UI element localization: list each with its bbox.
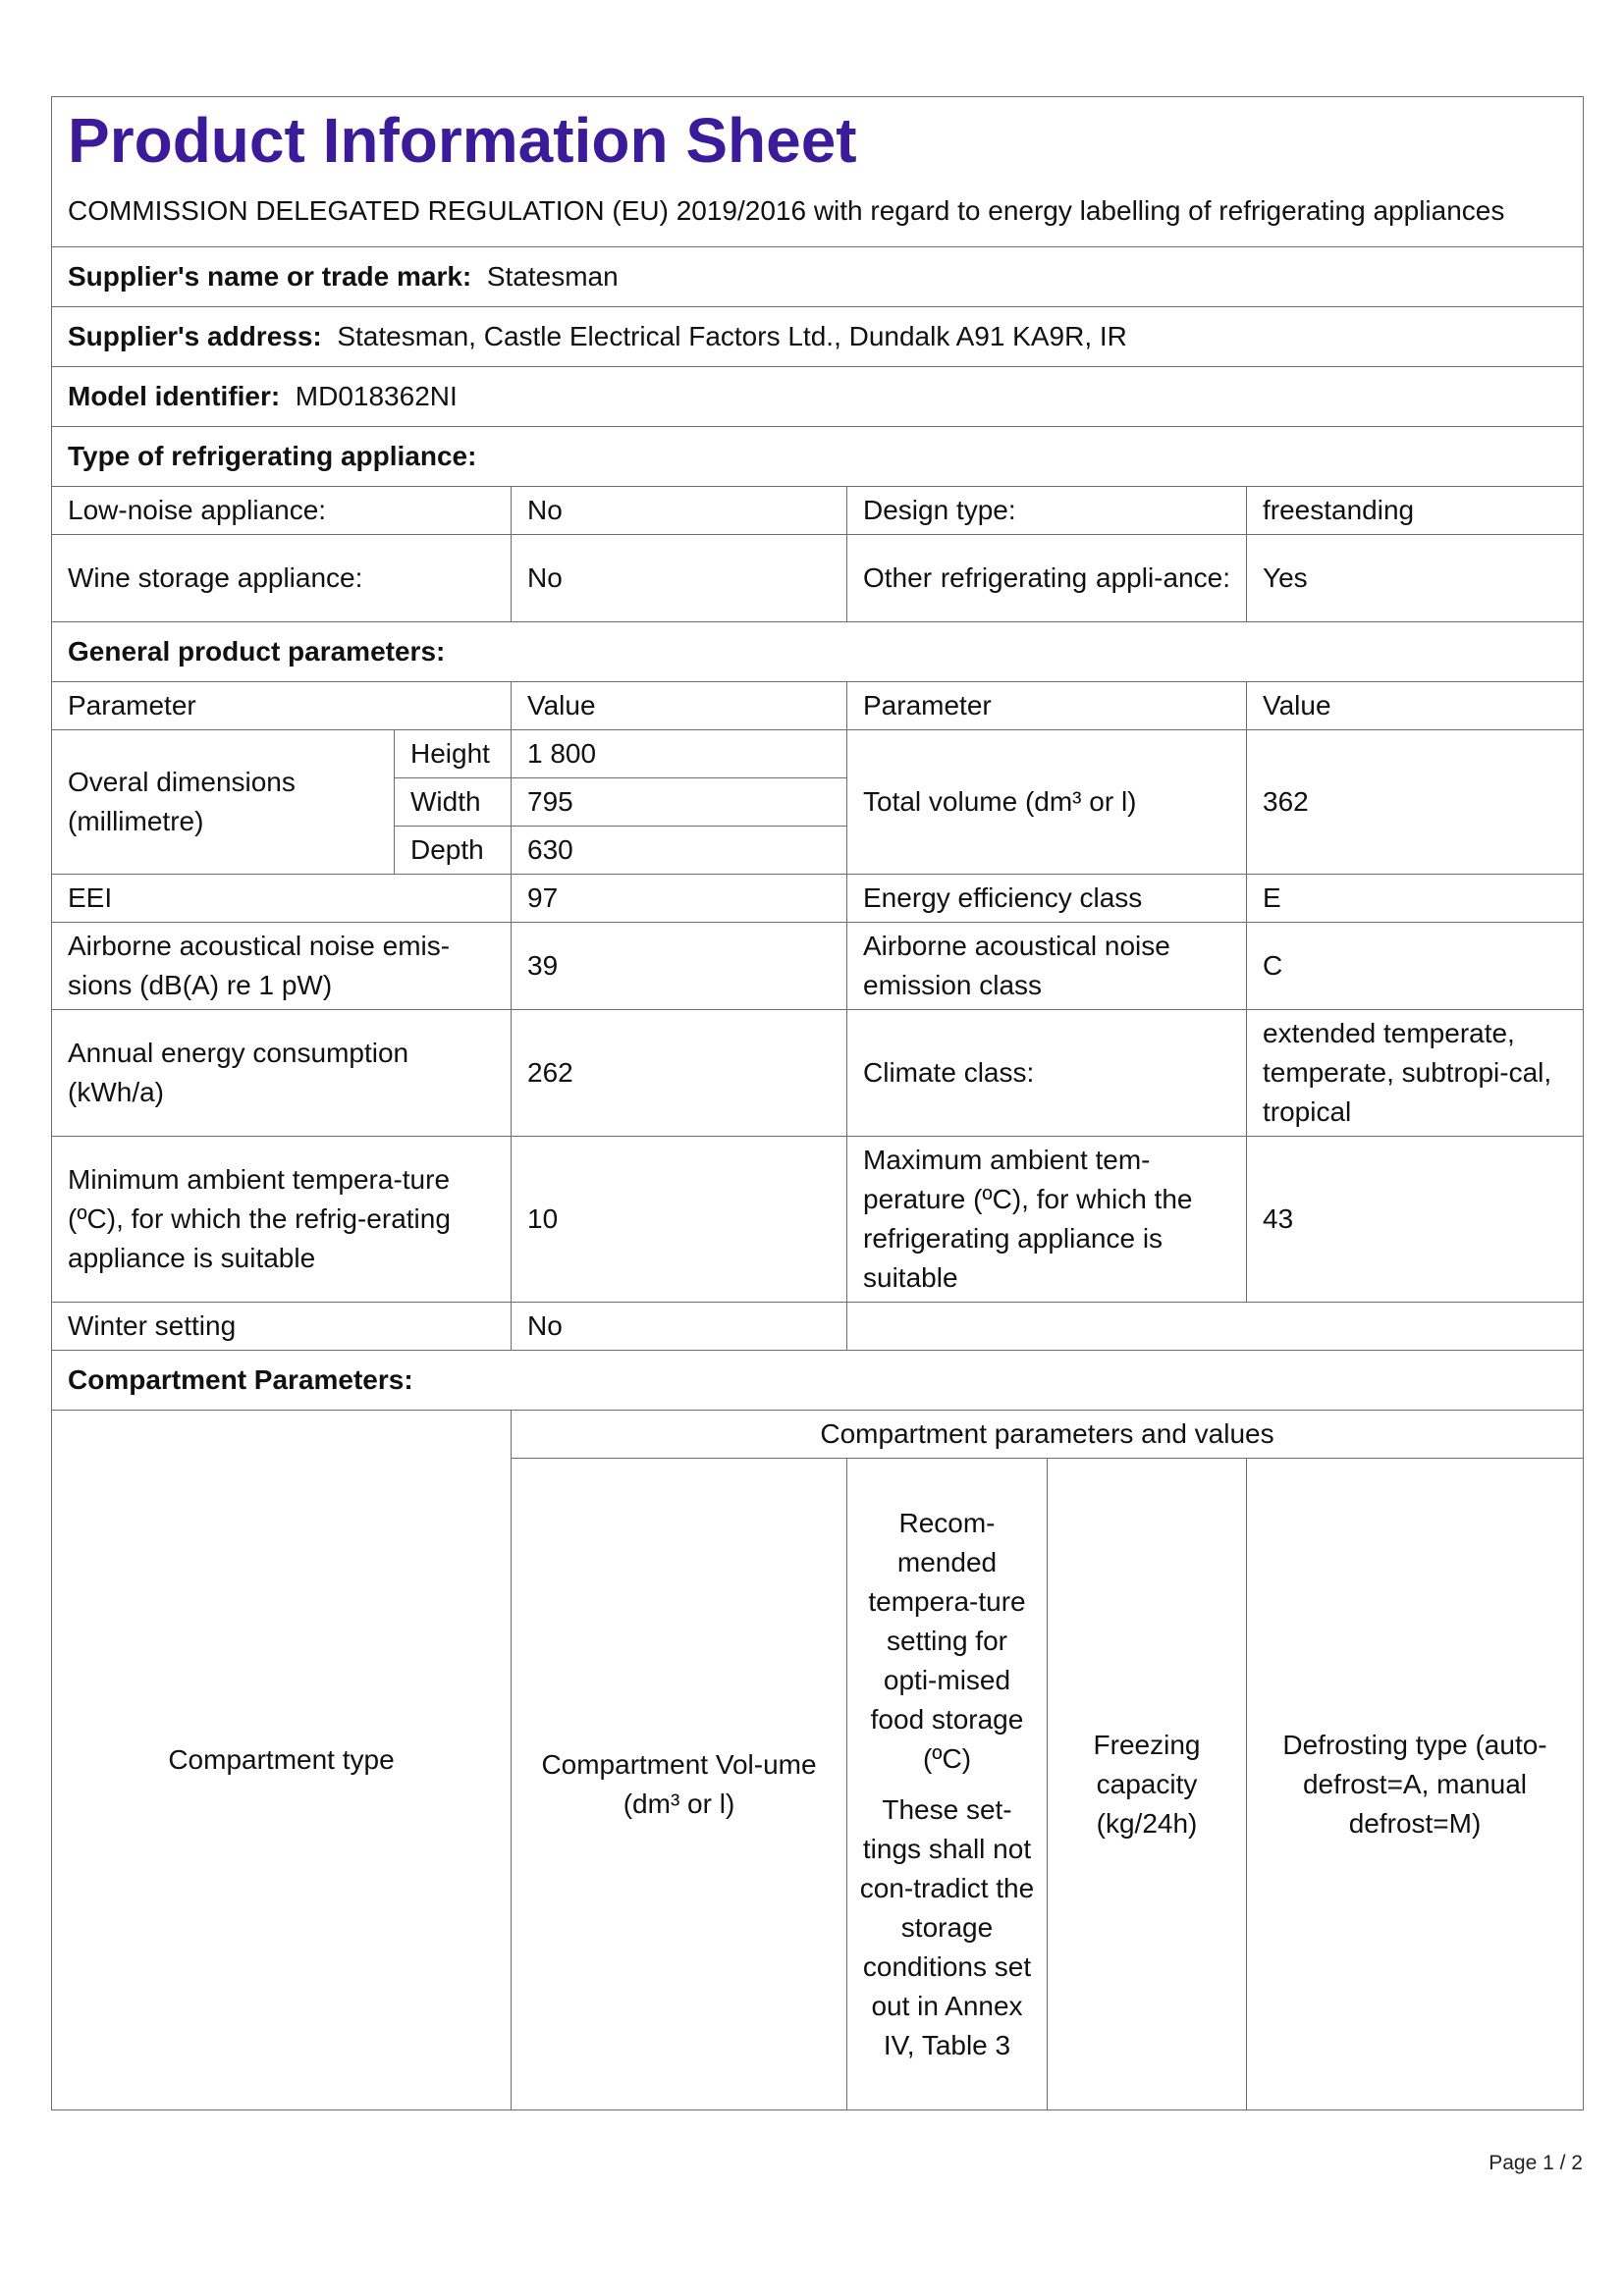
- total-volume-label: Total volume (dm³ or l): [847, 730, 1247, 875]
- supplier-name-row: [52, 247, 1584, 307]
- total-volume-value: 362: [1247, 730, 1584, 875]
- header-cell: [52, 97, 1584, 247]
- annual-energy-label: Annual energy consumption (kWh/a): [52, 1010, 512, 1137]
- product-information-table: [51, 96, 1584, 2110]
- compartment-volume-header: Compartment Vol-ume (dm³ or l): [512, 1459, 847, 2110]
- supplier-address-value: Statesman, Castle Electrical Factors Ltd., Dundalk A91 KA9R, IR: [337, 321, 1127, 351]
- height-value: 1 800: [512, 730, 847, 778]
- column-header-value-2: Value: [1247, 682, 1584, 730]
- design-type-value: freestanding: [1247, 487, 1584, 535]
- noise-class-label: Airborne acoustical noise emission class: [847, 923, 1247, 1010]
- appliance-type-heading: Type of refrigerating appliance:: [52, 427, 1584, 487]
- column-header-parameter: Parameter: [52, 682, 512, 730]
- low-noise-label: Low-noise appliance:: [52, 487, 512, 535]
- defrosting-type-header: Defrosting type (auto-defrost=A, manual defrost=M): [1247, 1459, 1584, 2110]
- supplier-name-value: Statesman: [486, 261, 619, 292]
- model-identifier-label: Model identifier:: [68, 381, 281, 411]
- annual-energy-value: 262: [512, 1010, 847, 1137]
- column-header-parameter-2: Parameter: [847, 682, 1247, 730]
- compartment-values-group-header: Compartment parameters and values: [512, 1411, 1584, 1459]
- dimensions-label: Overal dimensions (millimetre): [52, 730, 395, 875]
- recommended-temperature-header: [847, 1459, 1048, 2110]
- model-identifier-value: MD018362NI: [295, 381, 458, 411]
- noise-emissions-label: Airborne acoustical noise emis-sions (dB(A) re 1 pW): [52, 923, 512, 1010]
- other-appliance-label: Other refrigerating appli-ance:: [847, 535, 1247, 622]
- regulation-text: COMMISSION DELEGATED REGULATION (EU) 2019/2016 with regard to energy labelling of refrigerating appliances: [68, 195, 1505, 226]
- min-temp-value: 10: [512, 1137, 847, 1303]
- depth-value: 630: [512, 827, 847, 875]
- noise-class-value: C: [1247, 923, 1584, 1010]
- min-temp-label: Minimum ambient tempera-ture (ºC), for which the refrig-erating appliance is suitable: [52, 1137, 512, 1303]
- freezing-capacity-header: Freezing capacity (kg/24h): [1048, 1459, 1247, 2110]
- depth-label: Depth: [395, 827, 512, 875]
- energy-class-label: Energy efficiency class: [847, 875, 1247, 923]
- supplier-address-row: [52, 307, 1584, 367]
- page-title: Product Information Sheet: [68, 105, 857, 176]
- noise-emissions-value: 39: [512, 923, 847, 1010]
- design-type-label: Design type:: [847, 487, 1247, 535]
- general-parameters-heading: General product parameters:: [52, 622, 1584, 682]
- compartment-type-header: Compartment type: [52, 1411, 512, 2110]
- wine-storage-label: Wine storage appliance:: [52, 535, 512, 622]
- winter-setting-value: No: [512, 1303, 847, 1351]
- max-temp-label: Maximum ambient tem-perature (ºC), for which the refrigerating appliance is suitable: [847, 1137, 1247, 1303]
- max-temp-value: 43: [1247, 1137, 1584, 1303]
- width-label: Width: [395, 778, 512, 827]
- column-header-value: Value: [512, 682, 847, 730]
- winter-setting-label: Winter setting: [52, 1303, 512, 1351]
- wine-storage-value: No: [512, 535, 847, 622]
- supplier-address-label: Supplier's address:: [68, 321, 322, 351]
- model-identifier-row: [52, 367, 1584, 427]
- eei-label: EEI: [52, 875, 512, 923]
- low-noise-value: No: [512, 487, 847, 535]
- page-number: Page 1 / 2: [1489, 2152, 1583, 2174]
- energy-class-value: E: [1247, 875, 1584, 923]
- height-label: Height: [395, 730, 512, 778]
- width-value: 795: [512, 778, 847, 827]
- supplier-name-label: Supplier's name or trade mark:: [68, 261, 472, 292]
- eei-value: 97: [512, 875, 847, 923]
- compartment-parameters-heading: Compartment Parameters:: [52, 1351, 1584, 1411]
- other-appliance-value: Yes: [1247, 535, 1584, 622]
- climate-class-label: Climate class:: [847, 1010, 1247, 1137]
- recommended-temperature-text: Recom-mended tempera-ture setting for opti-mised food storage (ºC): [868, 1507, 1026, 1774]
- storage-conditions-note: These set-tings shall not con-tradict the storage conditions set out in Annex IV, Table 3: [859, 1793, 1035, 2060]
- climate-class-value: extended temperate, temperate, subtropi-cal, tropical: [1247, 1010, 1584, 1137]
- empty-cell: [847, 1303, 1584, 1351]
